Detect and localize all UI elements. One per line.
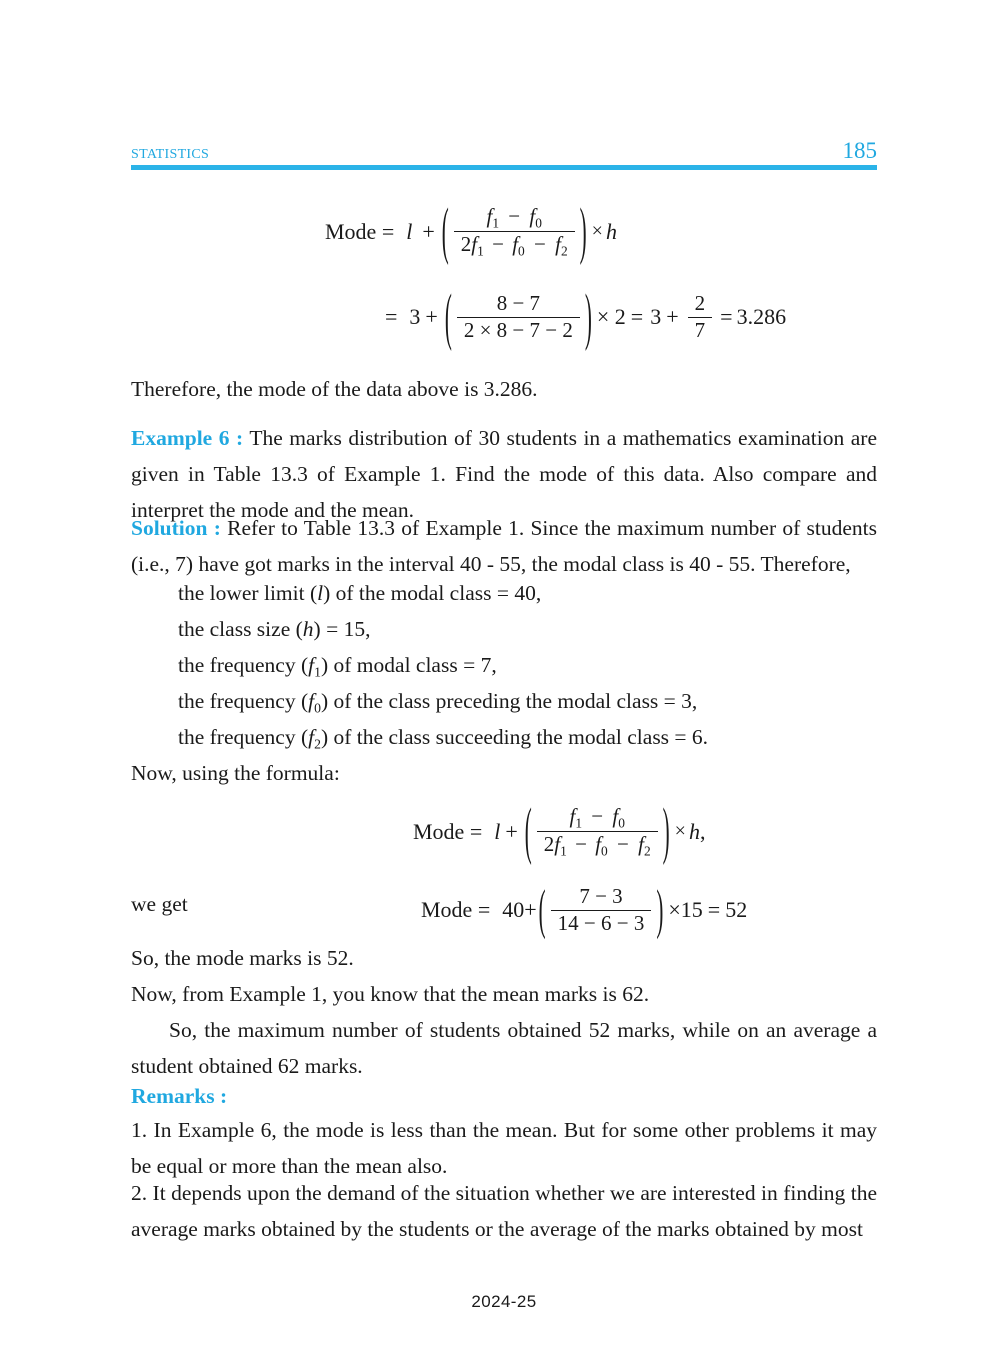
eq2-plus-2: + xyxy=(666,304,679,330)
eq2-equals: = xyxy=(385,304,398,330)
eq3-open-paren: ( xyxy=(524,793,532,867)
eq1-plus: + xyxy=(422,218,435,244)
eq1-denominator xyxy=(454,231,575,258)
eq3-lhs: Mode = xyxy=(413,818,483,844)
eq3-den-f0: f xyxy=(595,832,602,857)
example-text: The marks distribution of 30 students in a mathematics examination are given in Table 13.3 of Example 1. Find the mode of this data. Also compare and interpret the mode and the mean. xyxy=(131,426,877,522)
eq3-den-f1: f xyxy=(554,832,561,857)
equation-mode-formula-1 xyxy=(325,193,617,267)
eq4-close-paren: ) xyxy=(656,877,664,940)
header-rule xyxy=(131,165,877,170)
mean-marks-line: Now, from Example 1, you know that the mean marks is 62. xyxy=(131,982,650,1006)
given-item-2-subscript: 1 xyxy=(314,664,321,680)
eq1-den-f1: f xyxy=(471,232,478,257)
eq2-three-2: 3 xyxy=(650,304,662,330)
eq2-times-2: × 2 xyxy=(596,304,626,330)
eq3-fraction xyxy=(537,805,658,859)
eq2-denominator: 2 × 8 − 7 − 2 xyxy=(457,317,580,343)
eq2-equals-3: = xyxy=(720,304,733,330)
eq2-numerator: 8 − 7 xyxy=(496,291,541,315)
eq4-numerator: 7 − 3 xyxy=(579,884,623,908)
eq3-num-sub0: 0 xyxy=(618,815,625,831)
given-item-3-symbol: f xyxy=(308,689,315,713)
given-item-4-symbol: f xyxy=(308,725,315,749)
given-item-1-symbol: h xyxy=(302,617,314,641)
given-item-2-pre: the frequency ( xyxy=(178,653,309,677)
eq3-h: h xyxy=(688,818,700,844)
remark-2: 2. It depends upon the demand of the situation whether we are interested in finding the average marks obtained by the students or the average of the marks obtained by most xyxy=(131,1181,877,1241)
eq1-numerator xyxy=(479,205,548,231)
eq2-fraction-two-sevenths xyxy=(688,292,713,342)
remarks-label: Remarks : xyxy=(131,1084,228,1108)
eq2-frac-num: 2 xyxy=(694,291,706,315)
given-item-3-subscript: 0 xyxy=(314,700,321,716)
given-item-2-post: ) of modal class = 7, xyxy=(320,653,497,677)
footer-year: 2024-25 xyxy=(471,1292,537,1311)
eq3-den-sub1: 1 xyxy=(560,843,567,859)
eq1-num-sub1: 1 xyxy=(492,215,500,231)
eq1-close-paren: ) xyxy=(579,193,587,267)
eq2-fraction xyxy=(457,292,580,342)
eq3-num-f0: f xyxy=(612,804,619,828)
eq1-den-sub0: 0 xyxy=(518,243,525,259)
page-number: 185 xyxy=(842,138,877,163)
eq3-denominator xyxy=(537,831,658,858)
eq3-den-minus2: − xyxy=(617,832,629,857)
eq2-three: 3 xyxy=(409,304,421,330)
eq1-fraction xyxy=(454,205,575,259)
eq3-num-minus: − xyxy=(591,804,604,828)
solution-paragraph xyxy=(131,510,877,582)
eq1-den-sub2: 2 xyxy=(560,243,568,259)
eq3-den-minus1: − xyxy=(575,832,587,857)
eq1-l: l xyxy=(406,218,413,244)
eq2-frac-den: 7 xyxy=(688,317,713,343)
eq4-open-paren: ( xyxy=(538,877,546,940)
chapter-title: statistics xyxy=(131,141,210,163)
eq2-plus: + xyxy=(425,304,438,330)
running-head xyxy=(131,138,877,164)
eq2-open-paren: ( xyxy=(444,278,452,353)
given-item-2-symbol: f xyxy=(308,653,315,677)
eq4-times-15: ×15 xyxy=(668,897,703,923)
eq3-num-f1: f xyxy=(569,804,576,828)
eq2-equals-2: = xyxy=(630,304,644,330)
eq4-lhs: Mode = xyxy=(421,897,491,923)
eq3-den-sub0: 0 xyxy=(601,843,608,859)
comparison-paragraph: So, the maximum number of students obtained 52 marks, while on an average a student obtained 62 marks. xyxy=(131,1018,877,1078)
eq1-den-2: 2 xyxy=(460,232,472,257)
solution-label: Solution : xyxy=(131,516,221,540)
eq1-num-f0: f xyxy=(529,204,536,228)
given-item-3-pre: the frequency ( xyxy=(178,689,309,713)
equation-mode-numeric-1 xyxy=(385,278,787,353)
given-item-0-post: ) of the modal class = 40, xyxy=(323,581,542,605)
eq2-close-paren: ) xyxy=(584,278,592,353)
eq1-num-sub0: 0 xyxy=(535,215,542,231)
eq1-den-minus1: − xyxy=(492,232,504,257)
now-using-formula-line: Now, using the formula: xyxy=(131,761,340,785)
therefore-line: Therefore, the mode of the data above is 3.286. xyxy=(131,377,538,401)
given-item-4-pre: the frequency ( xyxy=(178,725,309,749)
eq1-open-paren: ( xyxy=(441,193,449,267)
eq1-den-sub1: 1 xyxy=(477,243,484,259)
eq1-times: × xyxy=(591,220,603,243)
given-item-4-post: ) of the class succeeding the modal class = 6. xyxy=(320,725,709,749)
given-item-1-post: ) = 15, xyxy=(313,617,371,641)
eq3-den-sub2: 2 xyxy=(643,843,651,859)
given-item-3-post: ) of the class preceding the modal class = 3, xyxy=(320,689,698,713)
given-item-lower-limit xyxy=(178,575,878,611)
eq3-numerator xyxy=(562,805,631,831)
eq4-equals: = xyxy=(707,897,721,923)
given-item-4-subscript: 2 xyxy=(314,736,321,752)
eq3-den-2: 2 xyxy=(543,832,555,857)
eq3-comma: , xyxy=(699,818,706,844)
equation-mode-numeric-2 xyxy=(421,877,748,940)
example-label: Example 6 : xyxy=(131,426,244,450)
eq3-close-paren: ) xyxy=(662,793,670,867)
eq3-l: l xyxy=(494,818,501,844)
eq4-denominator: 14 − 6 − 3 xyxy=(551,910,652,936)
eq4-forty: 40+ xyxy=(502,897,537,923)
eq4-result: 52 xyxy=(725,897,748,923)
given-item-class-size xyxy=(178,611,878,647)
eq3-plus: + xyxy=(505,818,518,844)
eq3-den-f2: f xyxy=(638,832,644,857)
eq3-times: × xyxy=(674,820,686,843)
eq1-den-minus2: − xyxy=(534,232,546,257)
so-mode-marks-line: So, the mode marks is 52. xyxy=(131,946,354,970)
equation-mode-formula-2 xyxy=(413,793,706,867)
eq3-num-sub1: 1 xyxy=(575,815,583,831)
solution-text: Refer to Table 13.3 of Example 1. Since the maximum number of students (i.e., 7) have got marks in the interval 40 - 55, the modal class is 40 - 55. Therefore, xyxy=(131,516,878,576)
eq1-lhs: Mode = xyxy=(325,218,395,244)
eq1-h: h xyxy=(605,218,617,244)
eq2-result: 3.286 xyxy=(736,304,787,330)
eq1-den-f0: f xyxy=(512,232,519,257)
eq1-num-f1: f xyxy=(486,204,493,228)
eq1-num-minus: − xyxy=(508,204,521,228)
eq4-fraction xyxy=(551,885,652,935)
given-item-1-pre: the class size ( xyxy=(178,617,303,641)
given-item-0-symbol: l xyxy=(317,581,324,605)
remark-1: 1. In Example 6, the mode is less than the mean. But for some other problems it may be equal or more than the mean also. xyxy=(131,1118,877,1178)
eq1-den-f2: f xyxy=(555,232,561,257)
given-item-0-pre: the lower limit ( xyxy=(178,581,318,605)
we-get-label: we get xyxy=(131,892,188,916)
